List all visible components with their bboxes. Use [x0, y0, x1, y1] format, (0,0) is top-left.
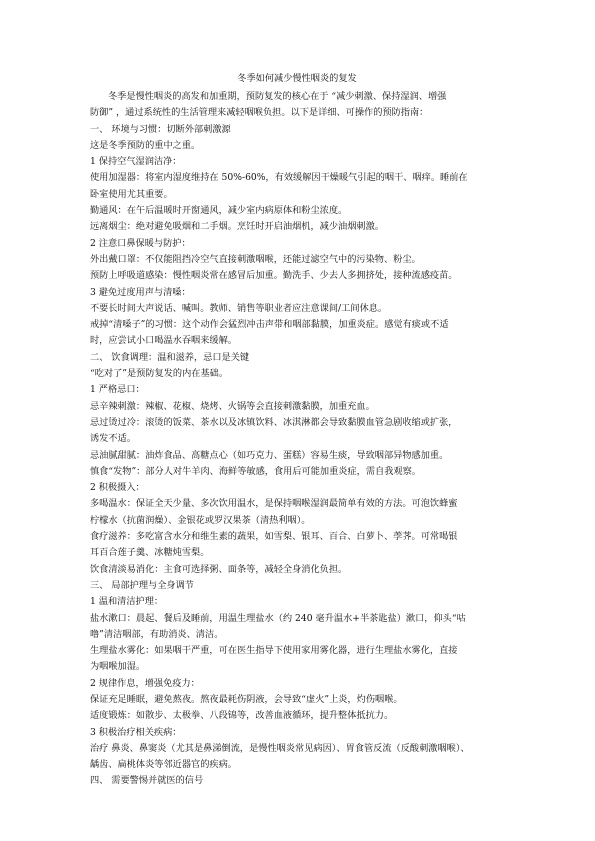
paragraph-line: 这是冬季预防的重中之重。	[90, 139, 201, 151]
paragraph-line: 柠檬水（抗菌润燥）、金银花或罗汉果茶（清热利咽）。	[90, 514, 311, 526]
paragraph-line: 卧室使用尤其重要。	[90, 188, 173, 200]
subsection-heading: 1 保持空气湿润洁净：	[90, 156, 182, 168]
section-heading: 二、 饮食调理：温和滋养，忌口是关键	[90, 351, 250, 363]
paragraph-line: 勤通风：在午后温暖时开窗通风，减少室内病原体和粉尘浓度。	[90, 205, 348, 217]
section-heading: 四、 需要警惕并就医的信号	[90, 775, 204, 787]
intro-paragraph-line: 防御” ，通过系统性的生活管理来减轻咽喉负担。以下是详细、可操作的预防指南：	[90, 107, 429, 119]
section-heading: 三、 局部护理与全身调节	[90, 579, 194, 591]
paragraph-line: 适度锻炼：如散步、太极拳、八段锦等，改善血液循环，提升整体抵抗力。	[90, 710, 394, 722]
paragraph-line: 慎食“发物”：部分人对牛羊肉、海鲜等敏感，食用后可能加重炎症，需自我观察。	[90, 465, 421, 477]
subsection-heading: 2 注意口鼻保暖与防护：	[90, 237, 191, 249]
subsection-heading: 3 积极治疗相关疾病：	[90, 726, 182, 738]
section-heading: 一、 环境与习惯：切断外部刺激源	[90, 123, 231, 135]
paragraph-line: 耳百合莲子羹、冰糖炖雪梨。	[90, 547, 210, 559]
paragraph-line: 盐水漱口：晨起、餐后及睡前，用温生理盐水（约 240 毫升温水+半茶匙盐）漱口，仰头“咕	[90, 612, 466, 624]
subsection-heading: 2 规律作息，增强免疫力：	[90, 677, 200, 689]
paragraph-line: 龋齿、扁桃体炎等邻近器官的疾病。	[90, 759, 237, 771]
paragraph-line: 戒掉“清嗓子”的习惯：这个动作会猛烈冲击声带和咽部黏膜，加重炎症。感觉有痰或不适	[90, 319, 449, 331]
paragraph-line: 诱发不适。	[90, 433, 136, 445]
paragraph-line: 外出戴口罩：不仅能阻挡冷空气直接刺激咽喉，还能过滤空气中的污染物、粉尘。	[90, 253, 421, 265]
document-title: 冬季如何减少慢性咽炎的复发	[237, 73, 357, 84]
paragraph-line: 忌油腻甜腻：油炸食品、高糖点心（如巧克力、蛋糕）容易生痰，导致咽部异物感加重。	[90, 449, 449, 461]
paragraph-line: “吃对了”是预防复发的内在基础。	[90, 368, 229, 380]
paragraph-line: 食疗滋养：多吃富含水分和维生素的蔬果，如雪梨、银耳、百合、白萝卜、荸荠。可常喝银	[90, 531, 458, 543]
paragraph-line: 远离烟尘：绝对避免吸烟和二手烟。烹饪时开启油烟机，减少油烟刺激。	[90, 221, 384, 233]
paragraph-line: 为咽喉加湿。	[90, 661, 146, 673]
subsection-heading: 2 积极摄入：	[90, 482, 145, 494]
paragraph-line: 治疗 鼻炎、鼻窦炎（尤其是鼻涕倒流，是慢性咽炎常见病因）、胃食管反流（反酸刺激咽喉）、	[90, 742, 470, 754]
subsection-heading: 3 避免过度用声与清嗓：	[90, 286, 191, 298]
subsection-heading: 1 温和清洁护理：	[90, 596, 164, 608]
paragraph-line: 保证充足睡眠，避免熬夜。熬夜最耗伤阴液，会导致“虚火”上炎，灼伤咽喉。	[90, 693, 403, 705]
intro-paragraph-line: 冬季是慢性咽炎的高发和加重期，预防复发的核心在于 “减少刺激、保持湿润、增强	[108, 91, 447, 102]
document-body	[90, 72, 504, 790]
paragraph-line: 使用加湿器：将室内湿度维持在 50%-60%，有效缓解因干燥暖气引起的咽干、咽痒。睡前在	[90, 172, 468, 184]
paragraph-line: 多喝温水：保证全天少量、多次饮用温水，是保持咽喉湿润最简单有效的方法。可泡饮蜂蜜	[90, 498, 458, 510]
paragraph-line: 生理盐水雾化：如果咽干严重，可在医生指导下使用家用雾化器，进行生理盐水雾化，直接	[90, 645, 458, 657]
paragraph-line: 忌过烫过冷：滚烫的饭菜、茶水以及冰镇饮料、冰淇淋都会导致黏膜血管急剧收缩或扩张，	[90, 416, 458, 428]
paragraph-line: 预防上呼吸道感染：慢性咽炎常在感冒后加重。勤洗手、少去人多拥挤处，接种流感疫苗。	[90, 270, 458, 282]
paragraph-line: 时，应尝试小口喝温水吞咽来缓解。	[90, 335, 237, 347]
paragraph-line: 忌辛辣刺激：辣椒、花椒、烧烤、火锅等会直接刺激黏膜，加重充血。	[90, 400, 375, 412]
subsection-heading: 1 严格忌口：	[90, 384, 145, 396]
paragraph-line: 噜”清洁咽部，有助消炎、清洁。	[90, 628, 224, 640]
paragraph-line: 饮食清淡易消化：主食可选择粥、面条等，减轻全身消化负担。	[90, 563, 348, 575]
paragraph-line: 不要长时间大声说话、喊叫。教师、销售等职业者应注意课间/工间休息。	[90, 302, 388, 314]
